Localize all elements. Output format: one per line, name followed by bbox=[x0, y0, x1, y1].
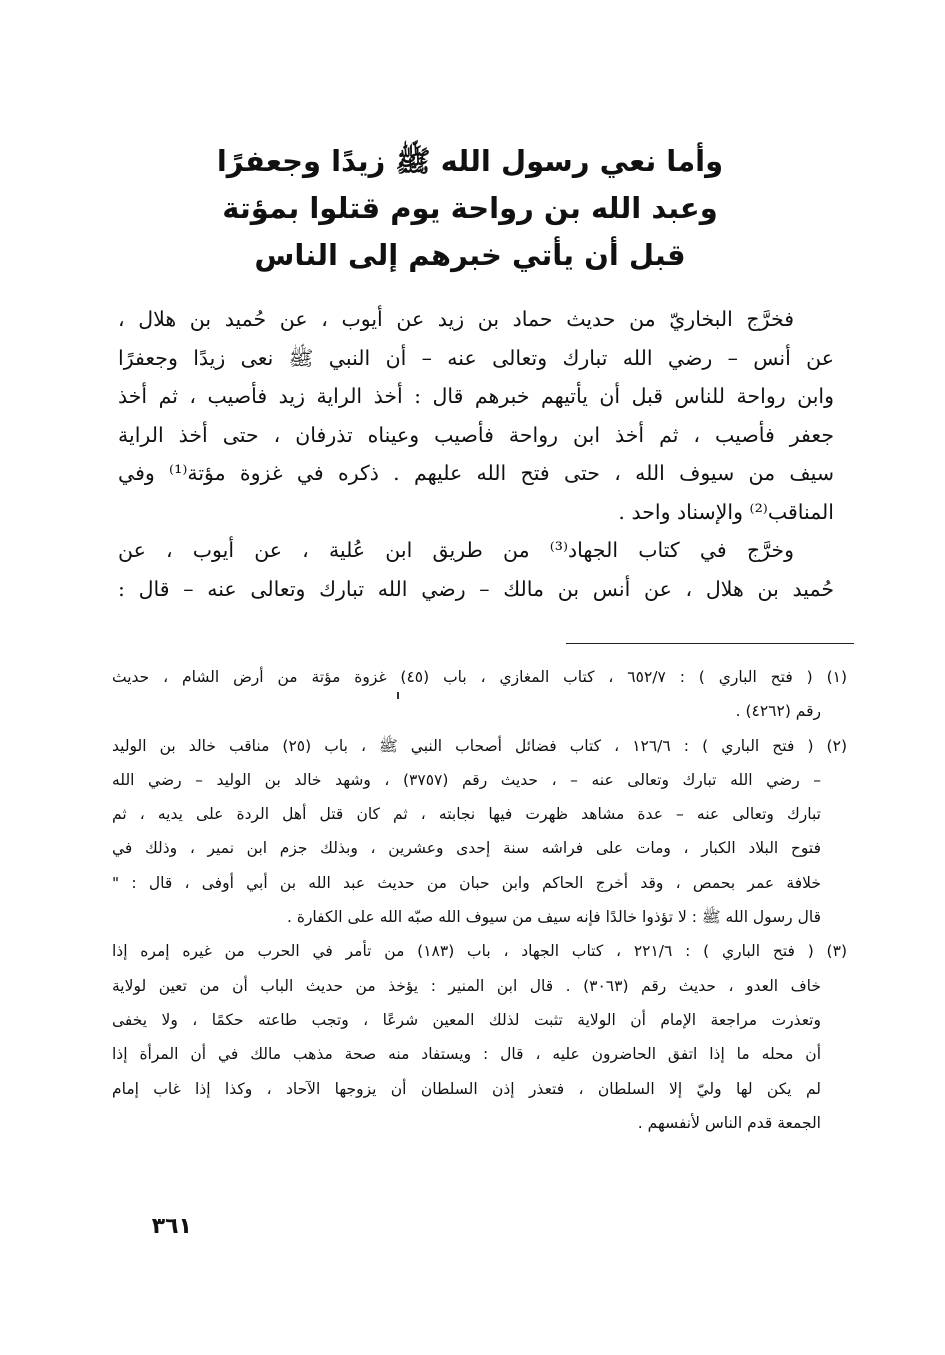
body-line: جعفر فأصيب ، ثم أخذ ابن رواحة فأصيب وعيناه تذرفان ، حتى أخذ الراية bbox=[118, 422, 834, 447]
body-line: سيف من سيوف الله ، حتى فتح الله عليهم . ذكره في غزوة مؤتة⁽¹⁾ وفي bbox=[118, 461, 834, 485]
title-line-3: قبل أن يأتي خبرهم إلى الناس bbox=[254, 238, 686, 272]
footnote-2-line: – رضي الله تبارك وتعالى عنه – ، حديث رقم (٣٧٥٧) ، وشهد خالد بن الوليد – رضي الله bbox=[112, 770, 822, 789]
body-line: المناقب⁽²⁾ والإسناد واحد . bbox=[618, 499, 834, 524]
footnote-3-line: الجمعة قدم الناس لأنفسهم . bbox=[637, 1113, 821, 1132]
footnotes bbox=[112, 660, 847, 1140]
body-line: عن أنس – رضي الله تبارك وتعالى عنه – أن النبي ﷺ نعى زيدًا وجعفرًا bbox=[118, 345, 834, 370]
footnote-2-line: قال رسول الله ﷺ : لا تؤذوا خالدًا فإنه سيف من سيوف الله صبّه الله على الكفارة . bbox=[286, 908, 821, 927]
footnote-3-line: وتعذرت مراجعة الإمام أن الولاية تثبت لذلك المعين شرعًا ، وتجب طاعته حكمًا ، ولا يخفى bbox=[112, 1010, 821, 1029]
title-line-2: وعبد الله بن رواحة يوم قتلوا بمؤتة bbox=[222, 191, 718, 225]
body-line: وابن رواحة للناس قبل أن يأتيهم خبرهم قال : أخذ الراية زيد فأصيب ، ثم أخذ bbox=[118, 384, 834, 408]
footnote-1-line: (١) ( فتح الباري ) : ٦٥٢/٧ ، كتاب المغازي ، باب (٤٥) غزوة مؤتة من أرض الشام ، حديث bbox=[112, 668, 848, 686]
body-line: حُميد بن هلال ، عن أنس بن مالك – رضي الله تبارك وتعالى عنه – قال : bbox=[118, 576, 834, 601]
footnote-3-line: أن محله ما إذا اتفق الحاضرون عليه ، قال : ويستفاد منه صحة مذهب مالك في أن المرأة إذا bbox=[112, 1045, 821, 1064]
footnote-separator bbox=[566, 643, 854, 644]
page-number: ٣٦١ bbox=[151, 1214, 192, 1239]
footnote-2-line: فتوح البلاد الكبار ، ومات على فراشه سنة إحدى وعشرين ، وبذلك جزم ابن نمير ، وذلك في bbox=[112, 839, 821, 858]
body-line: فخرَّج البخاريّ من حديث حماد بن زيد عن أيوب ، عن حُميد بن هلال ، bbox=[118, 307, 794, 331]
scan-speck bbox=[397, 692, 399, 699]
footnote-2-line: (٢) ( فتح الباري ) : ١٢٦/٦ ، كتاب فضائل أصحاب النبي ﷺ ، باب (٢٥) مناقب خالد بن الوليد bbox=[112, 736, 847, 755]
main-text bbox=[118, 300, 834, 608]
footnote-3-line: لم يكن لها وليّ إلا السلطان ، فتعذر إذن السلطان أن يزوجها الآحاد ، وكذا إذا غاب إمام bbox=[112, 1079, 821, 1098]
footnote-3-line: (٣) ( فتح الباري ) : ٢٢١/٦ ، كتاب الجهاد ، باب (١٨٣) من تأمر في الحرب من غيره إمره إذا bbox=[112, 942, 847, 961]
chapter-title bbox=[150, 138, 790, 279]
title-line-1: وأما نعي رسول الله ﷺ زيدًا وجعفرًا bbox=[216, 144, 724, 178]
footnote-3-line: خاف العدو ، حديث رقم (٣٠٦٣) . قال ابن المنير : يؤخذ من حديث الباب أن من تعين لولاية bbox=[112, 976, 821, 995]
footnote-2-line: خلافة عمر بحمص ، وقد أخرج الحاكم وابن حبان من حديث عبد الله بن أبي أوفى ، قال : " bbox=[112, 873, 821, 892]
footnote-1-line: رقم (٤٢٦٢) . bbox=[735, 702, 821, 721]
body-line: وخرَّج في كتاب الجهاد⁽³⁾ من طريق ابن عُلية ، عن أيوب ، عن bbox=[118, 538, 794, 562]
footnote-2-line: تبارك وتعالى عنه – عدة مشاهد ظهرت فيها نجابته ، ثم كان قتل أهل الردة على يديه ، ثم bbox=[112, 805, 821, 824]
